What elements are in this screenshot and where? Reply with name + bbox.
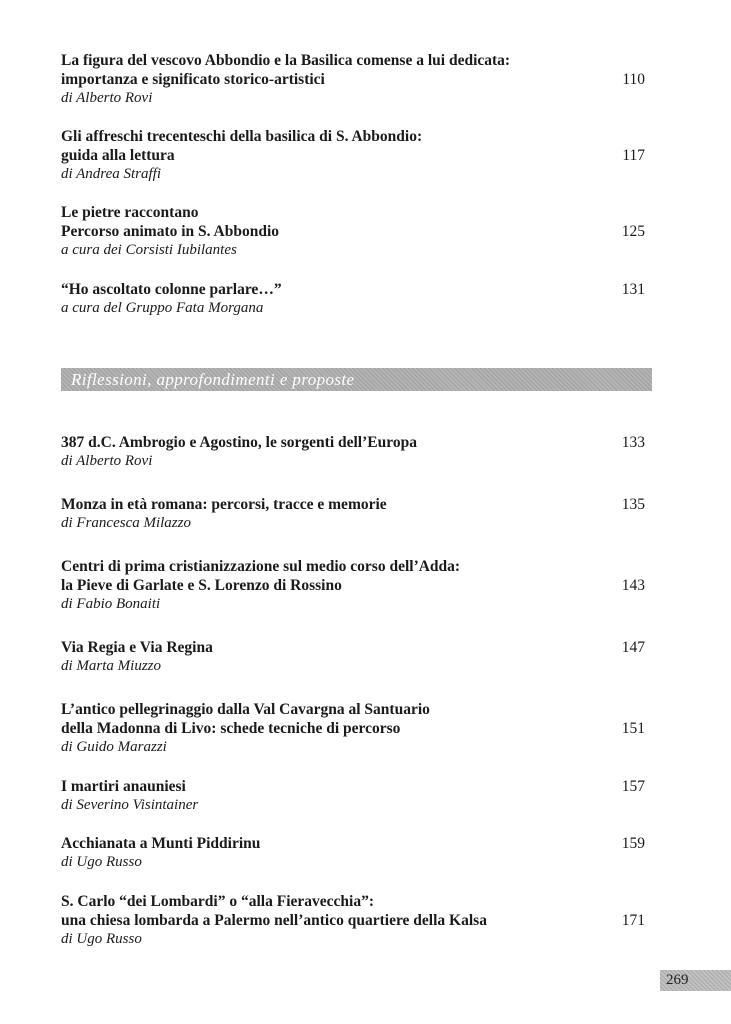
entry-page: 159 <box>621 835 645 852</box>
entry-title: Centri di prima cristianizzazione sul medio corso dell’Adda: <box>61 558 461 575</box>
entry-page: 125 <box>621 223 645 240</box>
entry-author: di Ugo Russo <box>61 931 142 947</box>
entry-title: Le pietre raccontano <box>61 204 199 221</box>
entry-title: “Ho ascoltato colonne parlare…” <box>61 281 282 298</box>
entry-title: L’antico pellegrinaggio dalla Val Cavargna al Santuario <box>61 701 430 718</box>
entry-page: 171 <box>621 912 645 929</box>
entry-title: 387 d.C. Ambrogio e Agostino, le sorgenti dell’Europa <box>61 434 417 451</box>
entry-title: guida alla lettura <box>61 147 175 164</box>
entry-author: di Francesca Milazzo <box>61 515 191 531</box>
section-heading-band <box>61 368 652 391</box>
entry-page: 135 <box>621 496 645 513</box>
toc-entry <box>61 700 645 757</box>
entry-title: una chiesa lombarda a Palermo nell’antico quartiere della Kalsa <box>61 912 487 929</box>
entry-author: a cura dei Corsisti Iubilantes <box>61 242 237 258</box>
entry-author: di Alberto Rovi <box>61 90 153 106</box>
toc-entry <box>61 51 645 108</box>
entry-title: S. Carlo “dei Lombardi” o “alla Fieravecchia”: <box>61 893 374 910</box>
toc-entry <box>61 834 645 872</box>
entry-author: di Fabio Bonaiti <box>61 596 161 612</box>
entry-author: di Marta Miuzzo <box>61 658 162 674</box>
entry-title: Monza in età romana: percorsi, tracce e memorie <box>61 496 387 513</box>
entry-page: 110 <box>622 71 645 88</box>
entry-title: la Pieve di Garlate e S. Lorenzo di Rossino <box>61 577 342 594</box>
toc-entry <box>61 433 645 471</box>
entry-title: Percorso animato in S. Abbondio <box>61 223 280 240</box>
entry-page: 143 <box>621 577 645 594</box>
entry-page: 151 <box>621 720 645 737</box>
toc-entry <box>61 280 645 318</box>
entry-page: 157 <box>621 778 645 795</box>
toc-entry <box>61 892 645 949</box>
entry-title: della Madonna di Livo: schede tecniche di percorso <box>61 720 401 737</box>
entry-author: di Ugo Russo <box>61 854 142 870</box>
entry-page: 147 <box>621 639 645 656</box>
entry-title: Gli affreschi trecenteschi della basilica di S. Abbondio: <box>61 128 423 145</box>
entry-author: di Andrea Straffi <box>61 166 162 182</box>
entry-title: importanza e significato storico-artistici <box>61 71 325 88</box>
toc-entry <box>61 127 645 184</box>
entry-page: 131 <box>621 281 645 298</box>
section-heading: Riflessioni, approfondimenti e proposte <box>71 370 355 389</box>
toc-entry <box>61 777 645 815</box>
page-number: 269 <box>666 972 689 988</box>
toc-entry <box>61 203 645 260</box>
entry-author: a cura del Gruppo Fata Morgana <box>61 300 264 316</box>
toc-entry <box>61 495 645 533</box>
entry-title: I martiri anauniesi <box>61 778 186 795</box>
entry-page: 117 <box>622 147 645 164</box>
entry-author: di Severino Visintainer <box>61 797 199 813</box>
entry-title: Via Regia e Via Regina <box>61 639 213 656</box>
entry-page: 133 <box>621 434 645 451</box>
entry-title: La figura del vescovo Abbondio e la Basilica comense a lui dedicata: <box>61 52 511 69</box>
page-number-box <box>660 970 731 991</box>
entry-author: di Alberto Rovi <box>61 453 153 469</box>
toc-entry <box>61 638 645 676</box>
toc-entry <box>61 557 645 614</box>
entry-author: di Guido Marazzi <box>61 739 167 755</box>
entry-title: Acchianata a Munti Piddirinu <box>61 835 261 852</box>
